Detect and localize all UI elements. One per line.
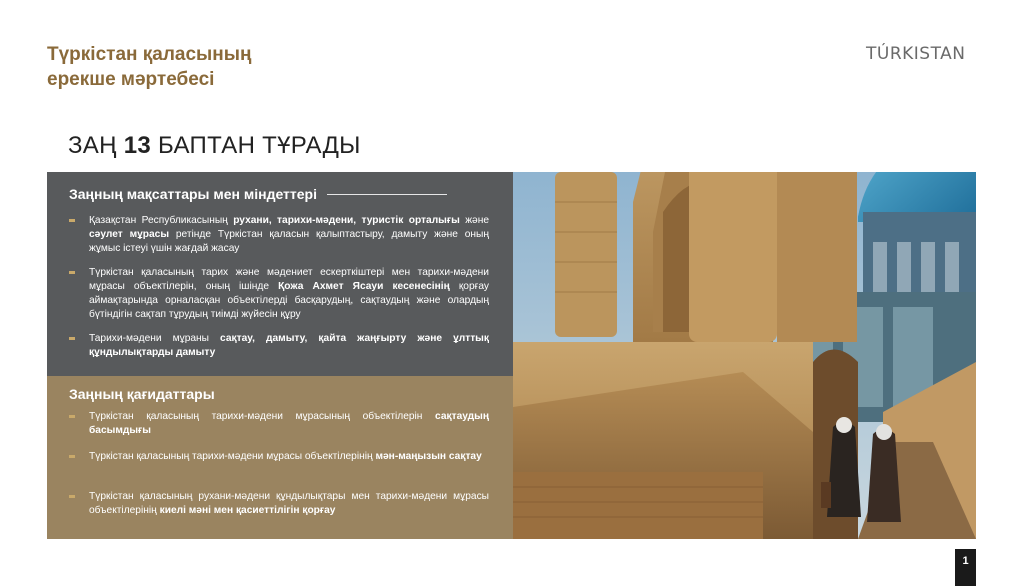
principle-text: Түркістан қаласының рухани-мәдени құндылықтары мен тарихи-мәдени мұрасы объектілерінің киелі мәні мен қасиеттілігін қорғау (89, 491, 489, 516)
list-item (69, 214, 489, 256)
bullet-icon (69, 455, 75, 458)
turkistan-logo: TÚRKISTAN (866, 44, 966, 64)
bullet-icon (69, 415, 75, 418)
goal-text: Қазақстан Республикасының рухани, тарихи-мәдени, туристік орталығы және сәулет мұрасы ретінде Түркістан қаласын қалыптастыру, дамыту және оның жұмыс істеуі үшін жағдай жасау (89, 215, 489, 254)
bullet-icon (69, 337, 75, 340)
page-number: 1 (955, 549, 976, 586)
principles-header (69, 386, 215, 402)
principle-text: Түркістан қаласының тарихи-мәдени мұрасы объектілерінің мән-маңызын сақтау (89, 451, 482, 462)
bullet-icon (69, 271, 75, 274)
goals-header-text: Заңның мақсаттары мен міндеттері (69, 186, 317, 202)
slide-title (47, 42, 251, 92)
list-item (69, 410, 489, 438)
bullet-icon (69, 219, 75, 222)
section-heading (68, 132, 361, 160)
principles-panel (47, 376, 513, 539)
list-item (69, 266, 489, 322)
list-item (69, 450, 489, 464)
list-item (69, 332, 489, 360)
goals-panel (47, 172, 513, 376)
slide-title-line1: Түркістан қаласының (47, 44, 252, 65)
bullet-icon (69, 495, 75, 498)
list-item (69, 490, 489, 518)
divider (327, 194, 447, 195)
heading-prefix: ЗАҢ (68, 132, 124, 159)
mausoleum-photo (513, 172, 976, 539)
goal-text: Түркістан қаласының тарих және мәдениет ескерткіштері мен тарихи-мәдени мұрасы объектілерін, оның ішінде Қожа Ахмет Ясауи кесенесінің қорғау аймақтарында орналасқан объектілерді басқарудың, сақтаудың және олардың бүтіндігін сақтап тұрудың тиімді жүйесін құру (89, 267, 489, 320)
principles-header-text: Заңның қағидаттары (69, 386, 215, 402)
heading-suffix: БАПТАН ТҰРАДЫ (151, 132, 361, 159)
goals-header (69, 186, 447, 202)
slide-title-line2: ерекше мәртебесі (47, 69, 215, 90)
heading-number: 13 (123, 132, 152, 159)
principle-text: Түркістан қаласының тарихи-мәдени мұрасының объектілерін сақтаудың басымдығы (89, 411, 489, 436)
goal-text: Тарихи-мәдени мұраны сақтау, дамыту, қайта жаңғырту және ұлттық құндылықтарды дамыту (89, 333, 489, 358)
